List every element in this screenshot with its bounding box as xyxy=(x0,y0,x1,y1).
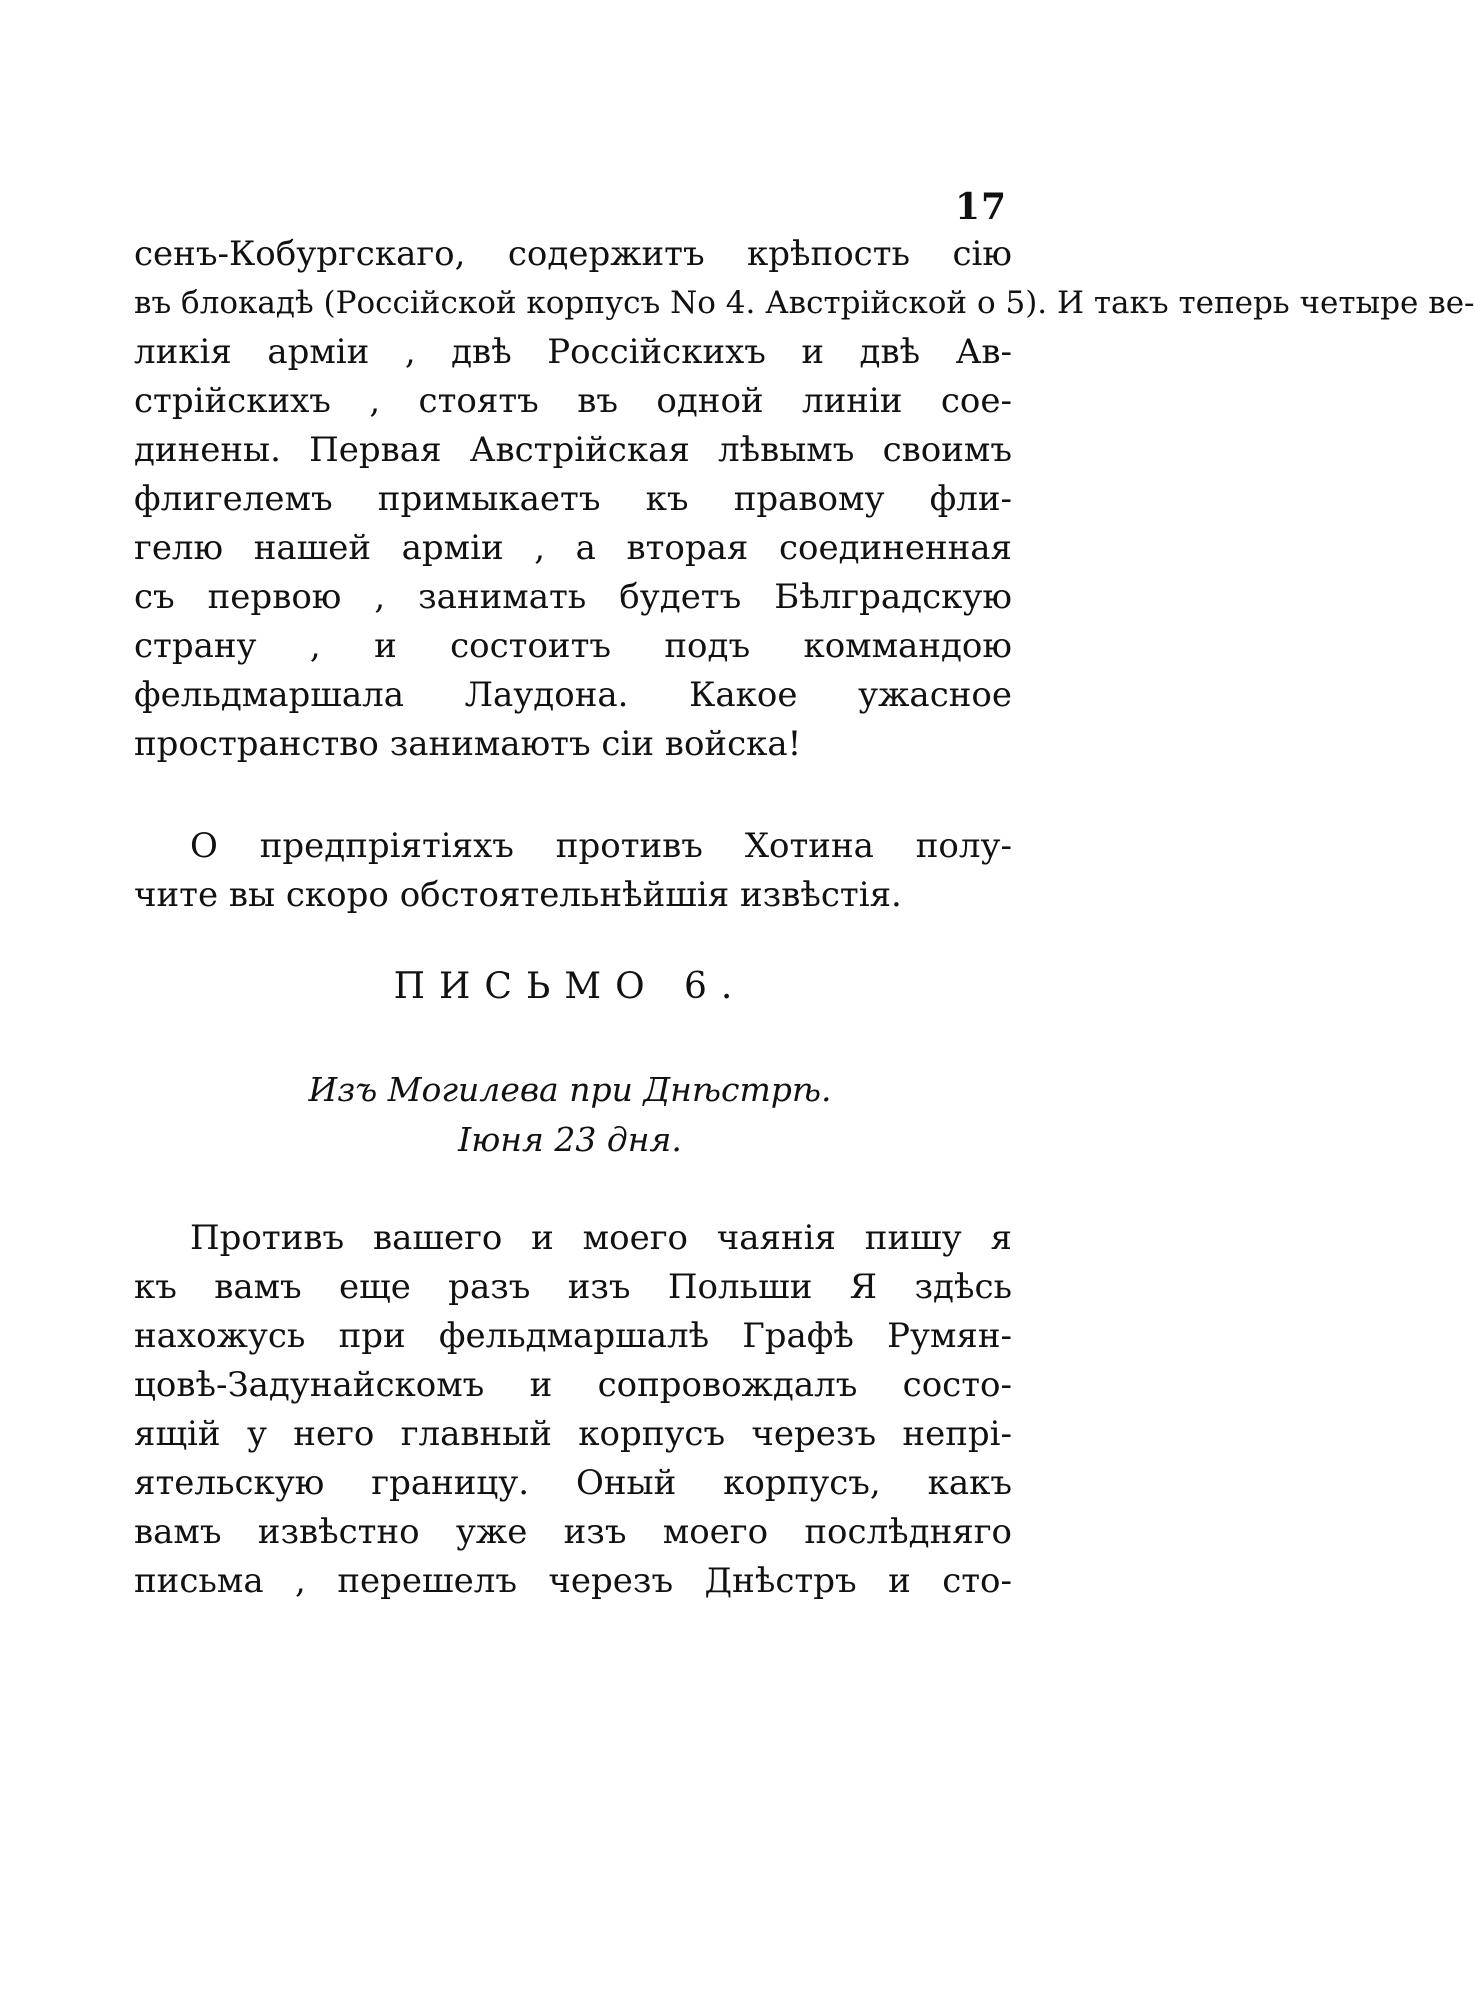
text-line: гелю нашей арміи , а вторая соединенная xyxy=(134,528,1012,568)
letter-body xyxy=(134,1214,1012,1606)
text-line: фельдмаршала Лаудона. Какое ужасное xyxy=(134,675,1012,715)
text-line: Противъ вашего и моего чаянія пишу я xyxy=(190,1218,1012,1258)
text-line: нахожусь при фельдмаршалѣ Графѣ Румян- xyxy=(134,1316,1012,1356)
text-line: ящій у него главный корпусъ черезъ непрі- xyxy=(134,1414,1012,1454)
text-line: флигелемъ примыкаетъ къ правому фли- xyxy=(134,479,1012,519)
letter-place: Изъ Могилева при Днѣстрѣ. xyxy=(308,1070,832,1109)
text-line: къ вамъ еще разъ изъ Польши Я здѣсь xyxy=(134,1267,1012,1307)
letter-date: Іюня 23 дня. xyxy=(458,1120,682,1159)
text-line: стрійскихъ , стоятъ въ одной линіи сое- xyxy=(134,381,1012,421)
text-line: вамъ извѣстно уже изъ моего послѣдняго xyxy=(134,1512,1012,1552)
text-line: динены. Первая Австрійская лѣвымъ своимъ xyxy=(134,430,1012,470)
text-line: въ блокадѣ (Россійской корпусъ No 4. Австрійской о 5). И такъ теперь четыре ве- xyxy=(134,285,1475,321)
text-line: цовѣ-Задунайскомъ и сопровождалъ состо- xyxy=(134,1365,1012,1405)
text-line: чите вы скоро обстоятельнѣйшія извѣстія. xyxy=(134,875,902,915)
text-line: съ первою , занимать будетъ Бѣлградскую xyxy=(134,577,1012,617)
second-paragraph xyxy=(134,822,1012,920)
text-line: ятельскую границу. Оный корпусъ, какъ xyxy=(134,1463,1012,1503)
top-paragraph xyxy=(134,230,1475,769)
letter-heading: ПИСЬМО 6. xyxy=(393,966,747,1007)
text-line: страну , и состоитъ подъ коммандою xyxy=(134,626,1012,666)
text-line: ликія арміи , двѣ Россійскихъ и двѣ Ав- xyxy=(134,332,1012,372)
text-line: О предпріятіяхъ противъ Хотина полу- xyxy=(190,826,1012,866)
text-line: пространство занимаютъ сіи войска! xyxy=(134,724,802,764)
text-line: письма , перешелъ черезъ Днѣстръ и сто- xyxy=(134,1561,1012,1601)
text-line: сенъ-Кобургскаго, содержитъ крѣпость сію xyxy=(134,234,1012,274)
page-number: 17 xyxy=(955,186,1008,228)
